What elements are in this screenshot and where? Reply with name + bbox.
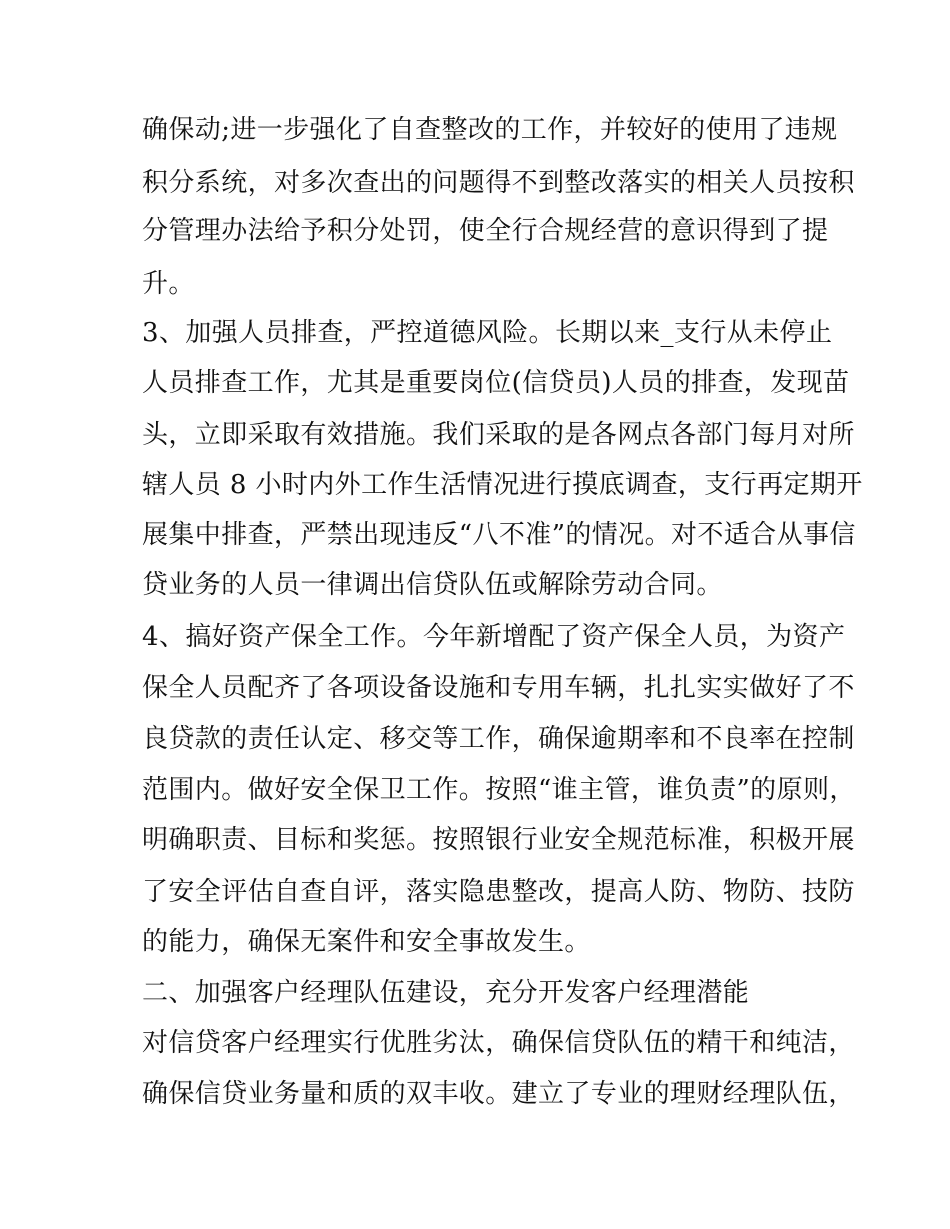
text-line: 明确职责、目标和奖惩。按照银行业安全规范标准，积极开展 (142, 825, 855, 855)
text-line: 贷业务的人员一律调出信贷队伍或解除劳动合同。 (142, 570, 723, 600)
text-line: 了安全评估自查自评，落实隐患整改，提高人防、物防、技防 (142, 877, 855, 907)
section-heading-3: 3、加强人员排查，严控道德风险。长期以来_支行从未停止 (142, 318, 833, 348)
text-line: 确保动;进一步强化了自查整改的工作，并较好的使用了违规 (142, 115, 838, 145)
section-heading-2: 二、加强客户经理队伍建设，充分开发客户经理潜能 (142, 978, 750, 1008)
text-line: 范围内。做好安全保卫工作。按照“谁主管，谁负责”的原则， (142, 775, 856, 805)
text-line: 良贷款的责任认定、移交等工作，确保逾期率和不良率在控制 (142, 724, 855, 754)
text-line: 人员排查工作，尤其是重要岗位(信贷员)人员的排查，发现苗 (142, 368, 850, 398)
section-heading-4: 4、搞好资产保全工作。今年新增配了资产保全人员，为资产 (142, 622, 846, 652)
text-line: 升。 (142, 269, 195, 299)
text-line: 积分系统，对多次查出的问题得不到整改落实的相关人员按积 (142, 168, 855, 198)
text-line: 确保信贷业务量和质的双丰收。建立了专业的理财经理队伍， (142, 1079, 855, 1109)
text-line: 保全人员配齐了各项设备设施和专用车辆，扎扎实实做好了不 (142, 673, 855, 703)
text-line: 展集中排查，严禁出现违反“八不准”的情况。对不适合从事信 (142, 520, 856, 550)
text-line: 分管理办法给予积分处罚，使全行合规经营的意识得到了提 (142, 216, 829, 246)
text-line: 对信贷客户经理实行优胜劣汰，确保信贷队伍的精干和纯洁， (142, 1028, 855, 1058)
text-line: 的能力，确保无案件和安全事故发生。 (142, 927, 591, 957)
text-line: 辖人员 8 小时内外工作生活情况进行摸底调查，支行再定期开 (142, 470, 863, 500)
text-line: 头，立即采取有效措施。我们采取的是各网点各部门每月对所 (142, 420, 855, 450)
